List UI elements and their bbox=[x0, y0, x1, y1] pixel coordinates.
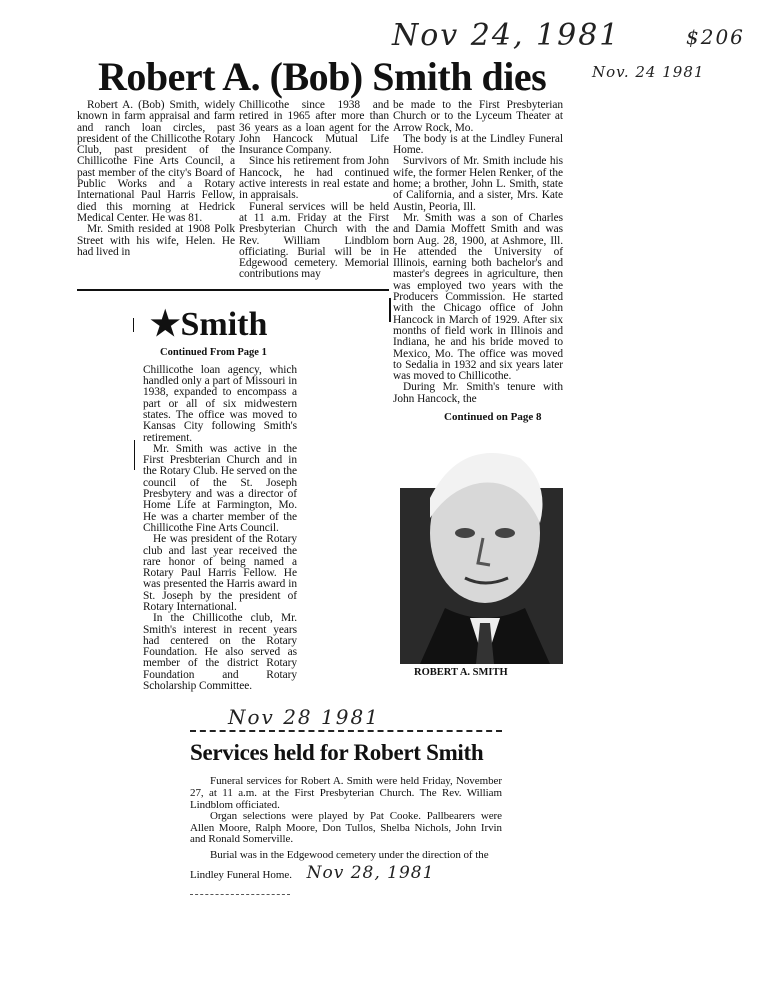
main-article bbox=[77, 100, 563, 692]
services-article bbox=[190, 706, 502, 895]
main-column-3 bbox=[393, 100, 563, 405]
handwritten-date-bottom: Nov 28, 1981 bbox=[306, 862, 435, 883]
main-column-2 bbox=[239, 100, 389, 281]
paragraph: During Mr. Smith's tenure with John Hancock, the bbox=[393, 381, 563, 405]
paragraph: Survivors of Mr. Smith include his wife, the former Helen Renker, of the home; a brother, John L. Smith, state of California, and a sister, Mrs. Kate Austin, Peoria, Ill. bbox=[393, 155, 563, 213]
paragraph: Burial was in the Edgewood cemetery under the direction of the Lindley Funeral Home. bbox=[190, 848, 489, 881]
continued-article bbox=[77, 289, 389, 693]
portrait-photo bbox=[400, 428, 563, 664]
photo-caption: ROBERT A. SMITH bbox=[414, 667, 508, 679]
divider bbox=[190, 730, 502, 732]
paragraph: be made to the First Presbyterian Church or to the Lyceum Theater at Arrow Rock, Mo. bbox=[393, 99, 563, 134]
paragraph: Mr. Smith resided at 1908 Polk Street with his wife, Helen. He had lived in bbox=[77, 223, 235, 258]
handwritten-date-top: Nov 24, 1981 bbox=[392, 18, 621, 53]
paragraph-with-annotation bbox=[190, 846, 502, 884]
handwritten-page-ref: $206 bbox=[686, 25, 745, 49]
paragraph: The body is at the Lindley Funeral Home. bbox=[393, 132, 563, 157]
services-headline: Services held for Robert Smith bbox=[190, 740, 484, 766]
services-body bbox=[190, 776, 502, 884]
continued-on-label: Continued on Page 8 bbox=[444, 411, 542, 424]
paragraph: Funeral services will be held at 11 a.m. Friday at the First Presbyterian Church with the Rev. William Lindblom officiating. Burial will be in Edgewood cemetery. Memorial contributions may bbox=[239, 200, 389, 281]
continued-column bbox=[143, 365, 297, 693]
paragraph: Since his retirement from John Hancock, he had continued active interests in real estate and in appraisals. bbox=[239, 155, 389, 202]
paragraph: Organ selections were played by Pat Cooke. Pallbearers were Allen Moore, Ralph Moore, Don Tullos, Shelba Nichols, John Irvin and Ronald Somerville. bbox=[190, 810, 502, 846]
main-headline: Robert A. (Bob) Smith dies bbox=[98, 54, 547, 99]
handwritten-date-column: Nov. 24 1981 bbox=[592, 63, 705, 81]
paragraph: Chillicothe since 1938 and retired in 1965 after more than 36 years as a loan agent for the John Hancock Mutual Life Insurance Company. bbox=[239, 99, 389, 157]
paragraph: He was president of the Rotary club and last year received the rare honor of being named a Rotary Paul Harris Fellow. He was presented the Harris award in St. Joseph by the president of Rotary International. bbox=[143, 533, 297, 613]
paragraph: Mr. Smith was a son of Charles and Damia Moffett Smith and was born Aug. 28, 1900, at Ashmore, Ill. He attended the University of Illinois, earning both bachelor's and master's degrees in agriculture, then was employed two years with the Producers Commission. He started with the Chicago office of John Hancock in March of 1929. After six months of field work in Illinois and Indiana, he and his bride moved to Mexico, Mo. The office was moved to Sedalia in 1932 and six years later was moved to Chillicothe. bbox=[393, 211, 563, 383]
paragraph: In the Chillicothe club, Mr. Smith's interest in recent years had centered on the Rotary Foundation. He also served as member of the district Rotary Foundation and Rotary Scholarship Committee. bbox=[143, 612, 297, 693]
divider bbox=[190, 894, 290, 895]
main-column-3-wrap bbox=[393, 100, 563, 679]
paragraph: Robert A. (Bob) Smith, widely known in farm appraisal and farm and ranch loan circles, past president of the Chillicothe Rotary Club, past president of the Chillicothe Fine Arts Council, a past member of the city's Board of Public Works and a Rotary International Paul Harris Fellow, died this morning at Hedrick Medical Center. He was 81. bbox=[77, 99, 235, 224]
paragraph: Funeral services for Robert A. Smith were held Friday, November 27, at 11 a.m. at the First Presbyterian Church. The Rev. William Lindblom officiated. bbox=[190, 775, 502, 811]
paragraph: Mr. Smith was active in the First Presbterian Church and in the Rotary Club. He served on the council of the St. Joseph Presbytery and was a director of Home Life at Farmington, Mo. He was a charter member of the Chillicothe Fine Arts Council. bbox=[143, 442, 297, 534]
continued-headline: ★Smith bbox=[150, 305, 268, 343]
paragraph: Chillicothe loan agency, which handled only a part of Missouri in 1938, expanded to encompass a part or all of six midwestern states. The office was moved to Kansas City following Smith's retirement. bbox=[143, 363, 297, 444]
handwritten-date-services: Nov 28 1981 bbox=[228, 705, 380, 730]
page-flow bbox=[77, 100, 563, 895]
continued-from-label: Continued From Page 1 bbox=[160, 346, 267, 358]
main-column-1 bbox=[77, 100, 235, 258]
